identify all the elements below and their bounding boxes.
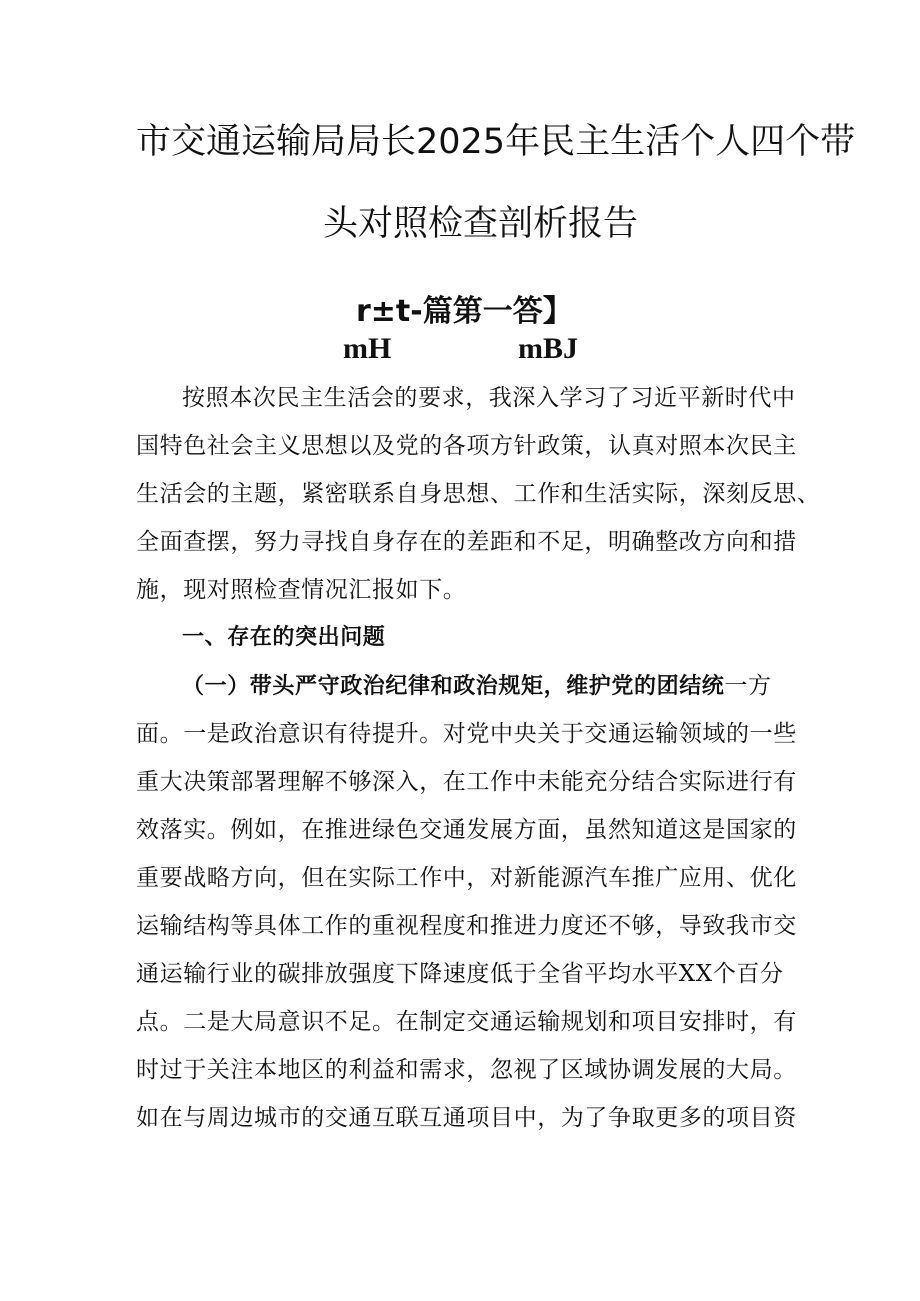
section-heading: 一、存在的突出问题 — [182, 625, 386, 650]
paragraph-line: 如在与周边城市的交通互联互通项目中，为了争取更多的项目资 — [136, 1105, 797, 1131]
document-subtitle: r±t-篇第一答】 — [356, 294, 573, 329]
paragraph-line: 效落实。例如，在推进绿色交通发展方面，虽然知道这是国家的 — [136, 817, 797, 843]
subsection-heading-tail: 一方 — [724, 673, 772, 699]
paragraph-line: 生活会的主题，紧密联系自身思想、工作和生活实际，深刻反思、 — [136, 481, 821, 507]
paragraph-line: 施，现对照检查情况汇报如下。 — [136, 577, 467, 603]
paragraph-line: 点。二是大局意识不足。在制定交通运输规划和项目安排时，有 — [136, 1009, 797, 1035]
paragraph-line: 面。一是政治意识有待提升。对党中央关于交通运输领域的一些 — [136, 721, 797, 747]
document-title-line-1: 市交通运输局局长2025年民主生活个人四个带 — [136, 122, 856, 162]
subsection-line — [136, 662, 796, 710]
garbled-text-right: mBJ — [518, 332, 578, 365]
garbled-text-left: mH — [343, 332, 392, 365]
paragraph-line: 重要战略方向，但在实际工作中，对新能源汽车推广应用、优化 — [136, 865, 797, 891]
subsection-heading: （一）带头严守政治纪律和政治规矩，维护党的团结统 — [182, 674, 725, 699]
paragraph-line: 国特色社会主义思想以及党的各项方针政策，认真对照本次民主 — [136, 433, 797, 459]
paragraph-line: 全面查摆，努力寻找自身存在的差距和不足，明确整改方向和措 — [136, 529, 797, 555]
paragraph-line: 时过于关注本地区的利益和需求，忽视了区域协调发展的大局。 — [136, 1057, 797, 1083]
paragraph-line: 运输结构等具体工作的重视程度和推进力度还不够，导致我市交 — [136, 913, 797, 939]
document-body — [136, 374, 821, 1142]
document-title-line-2: 头对照检查剖析报告 — [323, 204, 639, 244]
paragraph-line: 通运输行业的碳排放强度下降速度低于全省平均水平XX个百分 — [136, 961, 784, 987]
paragraph-line: 重大决策部署理解不够深入，在工作中未能充分结合实际进行有 — [136, 769, 797, 795]
paragraph-line: 按照本次民主生活会的要求，我深入学习了习近平新时代中 — [182, 385, 796, 411]
